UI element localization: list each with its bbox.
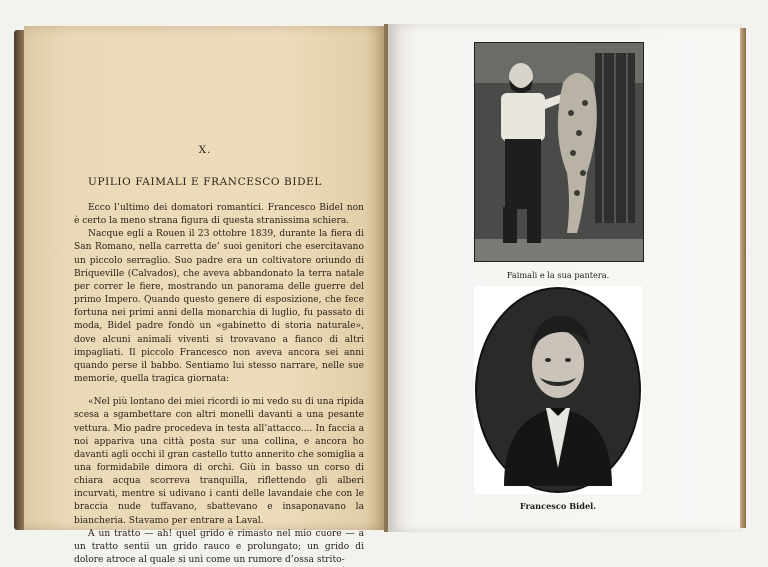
paragraph-4: A un tratto — ah! quel grido è rimasto nel mio cuore — a un tratto sentii un grido rauco e prolungato; un grido di dolore atroce al quale si unì come un rumore d’ossa strito- (74, 528, 364, 566)
right-page (388, 24, 742, 532)
paragraph-3: «Nel più lontano dei miei ricordi io mi vedo su di una ripida scesa a sgambettare con altri monelli davanti a una pesante vettura. Mio padre procedeva in testa all’attacco.... In faccia a noi appariva una città posta sur una collina, e ancora ho davanti agli occhi il gran castello tutto annerito che somiglia a una formidabile dimora di orchi. Giù in basso un corso di chiara acqua scorreva tranquilla, riflettendo gli alberi incurvati, mentre si udivano i canti delle lavandaie che con le braccia nude tuffavano, sbattevano e insaponavano la biancheria. Stavamo per entrare a Laval. (74, 397, 364, 526)
photo-faimali-panther (474, 42, 644, 262)
book-page-edge (740, 28, 746, 528)
left-page (24, 26, 386, 566)
open-book (14, 24, 742, 566)
caption-bidel: Francesco Bidel. (519, 501, 597, 511)
caption-faimali: Faimali e la sua pantera. (506, 270, 610, 280)
paragraph-1: Ecco l’ultimo dei domatori romantici. Francesco Bidel non è certo la meno strana figura di questa stranissima schiera. (74, 203, 364, 227)
photo-faimali-panther-image (475, 43, 643, 261)
chapter-title: UPILIO FAIMALI E FRANCESCO BIDEL (88, 176, 322, 188)
paragraph-2: Nacque egli a Rouen il 23 ottobre 1839, durante la fiera di San Romano, nella carretta de’ suoi genitori che esercitavano un piccolo serraglio. Suo padre era un coltivatore oriundo di Briqueville (Calvados), che aveva abbandonato la terra natale per correr le fiere, mostrando un panorama delle guerre del primo Impero. Quando questo genere di esposizione, che fece fortuna nei primi anni della monarchia di luglio, fu passato di moda, Bidel padre fondò un «gabinetto di storia naturale», dove alcuni animali viventi si trovavano a fianco di altri impagliati. Il piccolo Francesco non aveva ancora sei anni quando perse il babbo. Sentiamo lui stesso narrare, nelle sue memorie, quella tragica giornata: (74, 229, 364, 385)
chapter-number: X. (198, 144, 212, 156)
portrait-bidel (474, 286, 642, 494)
portrait-bidel-image (474, 286, 642, 494)
body-text (74, 202, 364, 567)
